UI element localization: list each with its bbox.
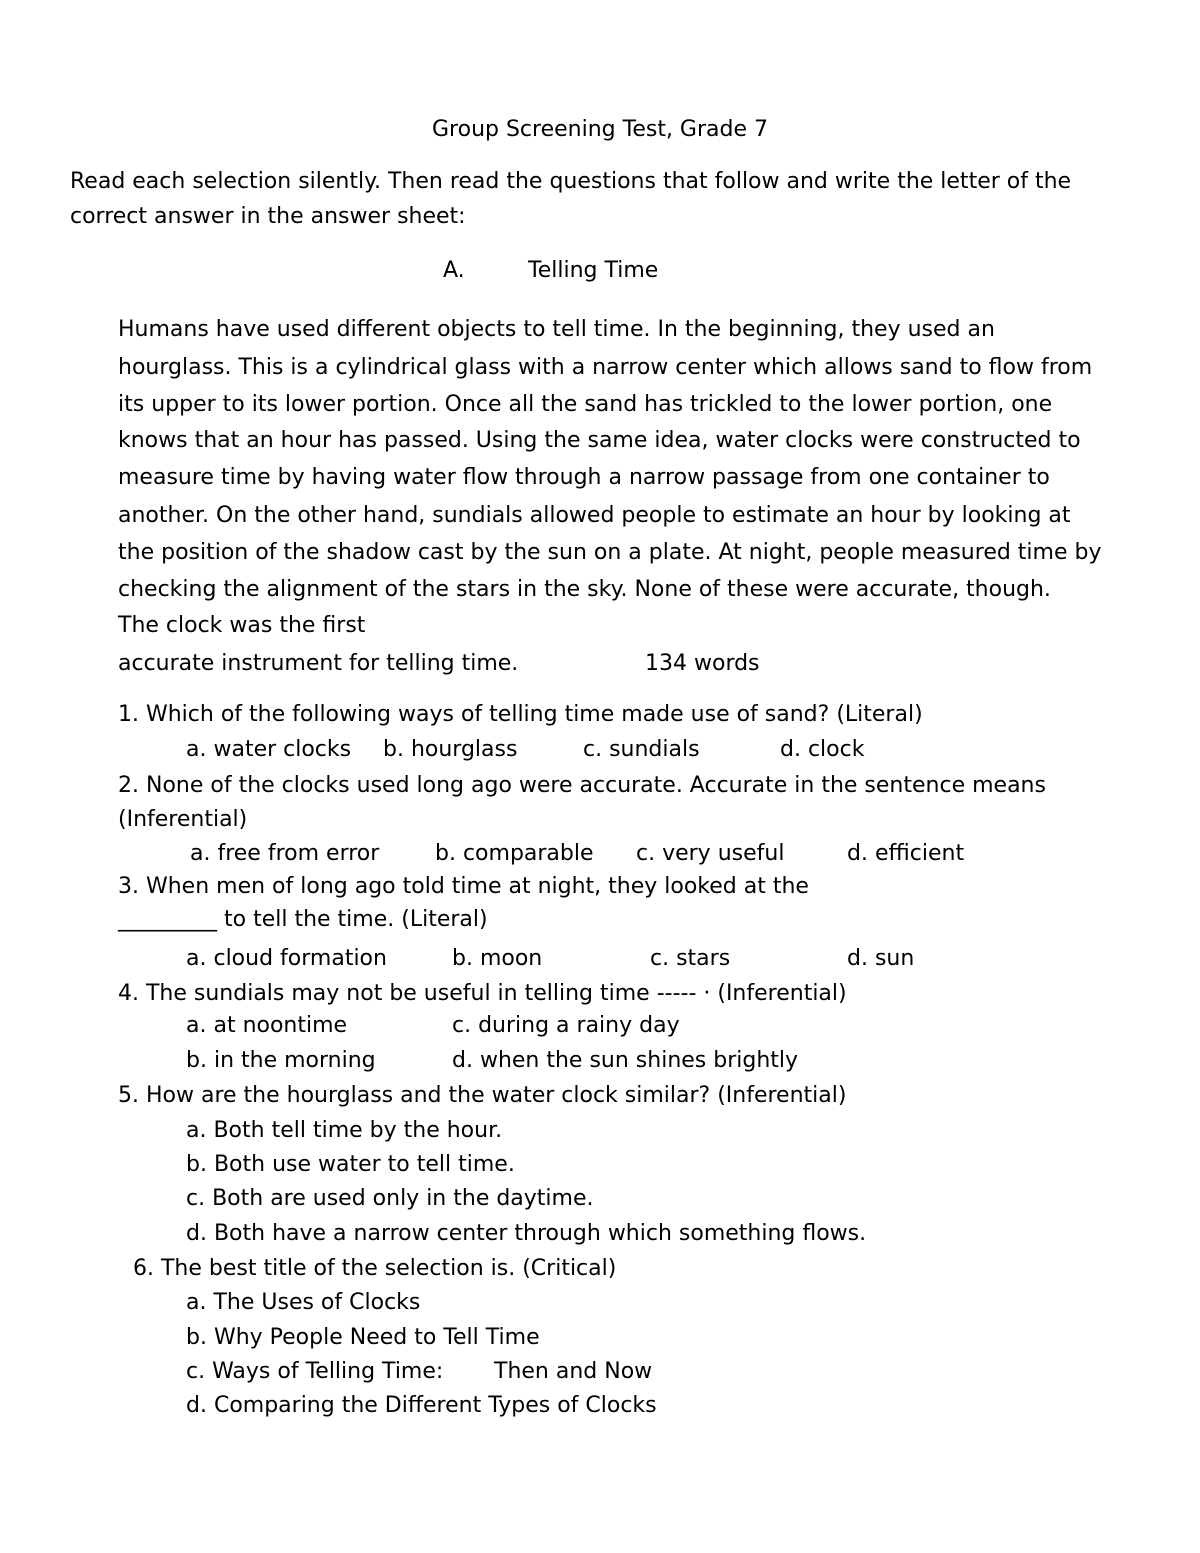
answer-option: b. Both use water to tell time. [186,1152,515,1177]
passage-line: The clock was the first [118,613,366,638]
question-stem-cont: (Inferential) [118,807,248,832]
answer-option: c. during a rainy day [452,1013,680,1038]
passage-line: Humans have used different objects to tell time. In the beginning, they used an [118,317,995,342]
answer-option: d. sun [847,946,915,971]
answer-option: d. efficient [847,841,965,866]
answer-option-suffix: Then and Now [494,1359,653,1384]
answer-option: d. Comparing the Different Types of Clocks [186,1393,657,1418]
passage-line: the position of the shadow cast by the sun on a plate. At night, people measured time by [118,540,1102,565]
question-stem: 4. The sundials may not be useful in telling time ----- · (Inferential) [118,981,847,1006]
answer-option: d. Both have a narrow center through which something flows. [186,1221,867,1246]
answer-option: a. The Uses of Clocks [186,1290,421,1315]
question-stem: 6. The best title of the selection is. (Critical) [133,1256,617,1281]
answer-option: d. when the sun shines brightly [452,1048,799,1073]
instructions-line-1: Read each selection silently. Then read the questions that follow and write the letter of the [70,169,1072,194]
passage-line: knows that an hour has passed. Using the same idea, water clocks were constructed to [118,428,1081,453]
answer-option: c. Both are used only in the daytime. [186,1186,594,1211]
answer-option: b. in the morning [186,1048,376,1073]
answer-option: b. moon [452,946,543,971]
question-stem-cont: _________ to tell the time. (Literal) [118,907,488,932]
question-stem: 2. None of the clocks used long ago were accurate. Accurate in the sentence means [118,773,1046,798]
answer-option: a. at noontime [186,1013,348,1038]
answer-option: c. stars [650,946,731,971]
passage-line: another. On the other hand, sundials allowed people to estimate an hour by looking at [118,503,1071,528]
answer-option: a. Both tell time by the hour. [186,1118,503,1143]
passage-line: measure time by having water flow through a narrow passage from one container to [118,465,1050,490]
section-title: Telling Time [528,258,659,283]
answer-option: a. water clocks [186,737,352,762]
passage-line: its upper to its lower portion. Once all the sand has trickled to the lower portion, one [118,392,1053,417]
answer-option: b. hourglass [383,737,518,762]
passage-line: checking the alignment of the stars in the sky. None of these were accurate, though. [118,577,1051,602]
question-stem: 5. How are the hourglass and the water clock similar? (Inferential) [118,1083,847,1108]
answer-option: c. Ways of Telling Time: [186,1359,444,1384]
question-stem: 3. When men of long ago told time at night, they looked at the [118,874,809,899]
passage-line: hourglass. This is a cylindrical glass with a narrow center which allows sand to flow from [118,355,1093,380]
answer-option: c. sundials [583,737,700,762]
answer-option: b. comparable [435,841,594,866]
question-stem: 1. Which of the following ways of telling time made use of sand? (Literal) [118,702,923,727]
passage-line: accurate instrument for telling time. [118,651,519,676]
page-title: Group Screening Test, Grade 7 [432,117,768,142]
answer-option: a. cloud formation [186,946,387,971]
answer-option: c. very useful [636,841,785,866]
answer-option: d. clock [780,737,865,762]
word-count: 134 words [645,651,760,676]
section-letter: A. [443,258,465,283]
answer-option: b. Why People Need to Tell Time [186,1325,540,1350]
instructions-line-2: correct answer in the answer sheet: [70,204,466,229]
answer-option: a. free from error [190,841,380,866]
